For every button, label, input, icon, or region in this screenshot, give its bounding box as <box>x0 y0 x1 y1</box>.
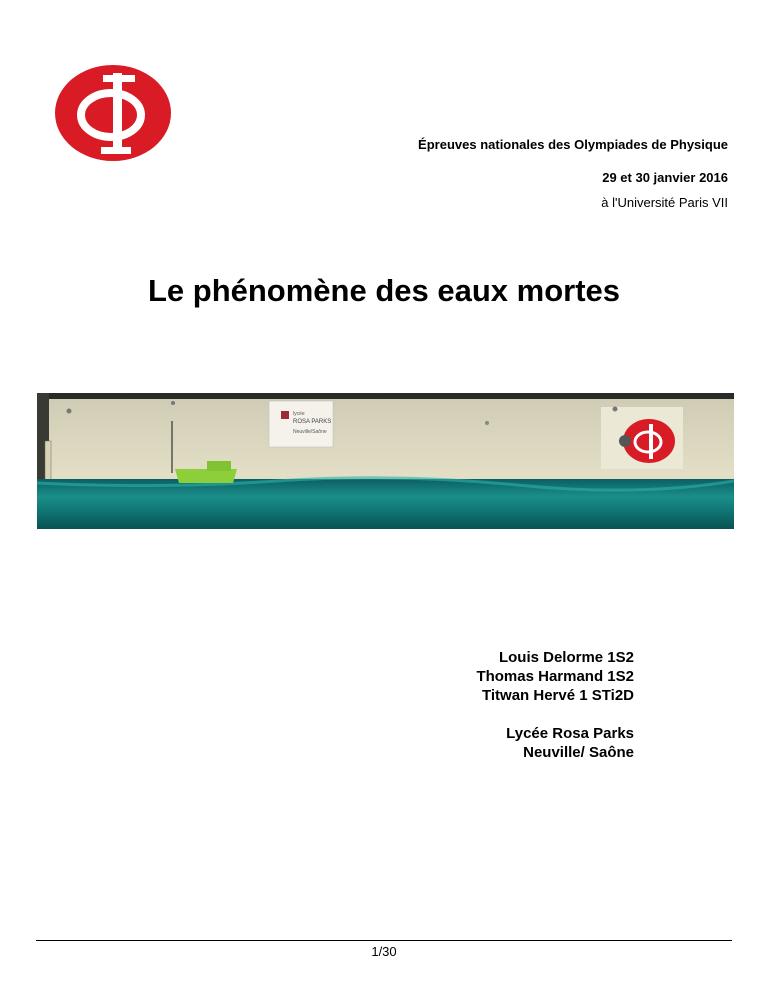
footer-divider <box>36 940 732 941</box>
sign-line-2: ROSA PARKS <box>293 419 332 425</box>
sign-line-1: lycée <box>293 411 305 417</box>
event-title: Épreuves nationales des Olympiades de Physique <box>418 137 728 152</box>
author-1: Louis Delorme 1S2 <box>498 649 634 666</box>
authors <box>476 648 634 705</box>
school-city: Neuville/ Saône <box>523 744 634 761</box>
event-location: à l'Université Paris VII <box>601 195 728 210</box>
olympiades-physique-logo <box>53 63 173 163</box>
event-dates: 29 et 30 janvier 2016 <box>602 170 728 185</box>
document-title: Le phénomène des eaux mortes <box>147 273 621 308</box>
experiment-tank-photo <box>37 393 734 529</box>
page-number: 1/30 <box>371 944 397 959</box>
author-3: Titwan Hervé 1 STi2D <box>481 687 634 704</box>
author-2: Thomas Harmand 1S2 <box>476 668 634 685</box>
school <box>506 724 634 762</box>
school-name: Lycée Rosa Parks <box>506 725 634 742</box>
sign-line-3: Neuville/Saône <box>293 429 327 435</box>
